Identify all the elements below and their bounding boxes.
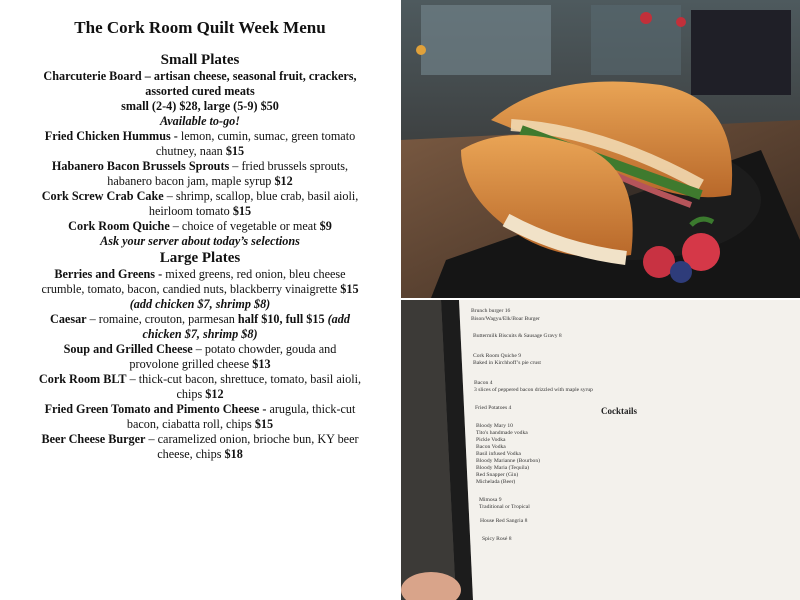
cocktails-heading: Cocktails xyxy=(601,406,637,416)
paper-line: Basil infused Vodka xyxy=(476,451,521,457)
paper-line: Brunch burger 16 xyxy=(471,308,511,314)
menu-paper xyxy=(459,300,800,600)
paper-line: Bloody Mary 10 xyxy=(476,423,513,429)
paper-line: Mimosa 9 xyxy=(479,497,502,503)
sandwich-illustration xyxy=(401,0,800,298)
menu-item-beer-cheese-burger: Beer Cheese Burger – caramelized onion, brioche bun, KY beer cheese, chips $18 xyxy=(41,432,359,461)
menu-item-brussels-sprouts: Habanero Bacon Brussels Sprouts – fried brussels sprouts, habanero bacon jam, maple syrup $12 xyxy=(51,159,349,188)
booth-seat xyxy=(691,10,791,95)
menu-title: The Cork Room Quilt Week Menu xyxy=(74,18,326,37)
small-plates-heading: Small Plates xyxy=(160,52,240,68)
paper-line: Bacon 4 xyxy=(474,380,493,386)
sandwich-photo xyxy=(401,0,800,298)
menu-item-caesar: Caesar – romaine, crouton, parmesan half $10, full $15 (add chicken $7, shrimp $8) xyxy=(50,312,350,341)
menu-item-charcuterie: Charcuterie Board – artisan cheese, seasonal fruit, crackers, assorted cured meats small (2-4) $28, large (5-9) $50 Available to-go! xyxy=(43,69,357,128)
paper-line: Bison/Wagyu/Elk/Boar Burger xyxy=(471,316,540,322)
menu-item-fried-chicken-hummus: Fried Chicken Hummus - lemon, cumin, sumac, green tomato chutney, naan $15 xyxy=(44,129,356,158)
paper-line: Traditional or Tropical xyxy=(479,504,530,510)
paper-line: Bloody Marianne (Bourbon) xyxy=(476,458,541,464)
menu-item-soup-grilled-cheese: Soup and Grilled Cheese – potato chowder, gouda and provolone grilled cheese $13 xyxy=(63,342,337,371)
paper-line: Spicy Rosé 8 xyxy=(482,536,512,542)
menu-item-fried-green-tomato: Fried Green Tomato and Pimento Cheese - arugula, thick-cut bacon, ciabatta roll, chips $15 xyxy=(44,402,356,431)
binder-illustration xyxy=(401,300,800,600)
large-plates-list xyxy=(38,267,362,462)
paper-line: Tito's handmade vodka xyxy=(476,430,528,436)
small-plates-list xyxy=(38,69,362,249)
brunch-menu-photo xyxy=(401,300,800,600)
menu-item-berries-greens: Berries and Greens - mixed greens, red onion, bleu cheese crumble, tomato, bacon, candied nuts, blackberry vinaigrette $15 (add chicken $7, shrimp $8) xyxy=(41,267,359,311)
paper-line: Bloody Maria (Tequila) xyxy=(476,465,530,471)
paper-line: Cork Room Quiche 9 xyxy=(473,353,522,359)
paper-line: Bacon Vodka xyxy=(476,444,506,450)
blueberry xyxy=(670,261,692,283)
paper-line: 3 slices of peppered bacon drizzled with maple syrup xyxy=(474,387,593,393)
paper-line: Red Snapper (Gin) xyxy=(476,472,519,478)
paper-line: Fried Potatoes 4 xyxy=(475,405,512,411)
paper-line: Pickle Vodka xyxy=(476,437,506,443)
paper-line: Michelada (Beer) xyxy=(476,479,516,485)
paper-line: House Red Sangria 8 xyxy=(480,518,528,524)
menu-item-quiche: Cork Room Quiche – choice of vegetable or meat $9 xyxy=(68,219,332,233)
paper-line: Baked in Kirchhoff’s pie crust xyxy=(473,360,541,366)
large-plates-heading: Large Plates xyxy=(159,250,241,266)
menu-item-blt: Cork Room BLT – thick-cut bacon, shrettuce, tomato, basil aioli, chips $12 xyxy=(38,372,362,401)
menu-item-crab-cake: Cork Screw Crab Cake – shrimp, scallop, blue crab, basil aioli, heirloom tomato $15 xyxy=(41,189,359,218)
small-plates-footer: Ask your server about today’s selections xyxy=(100,234,300,248)
paper-line: Buttermilk Biscuits & Sausage Gravy 8 xyxy=(473,333,562,339)
